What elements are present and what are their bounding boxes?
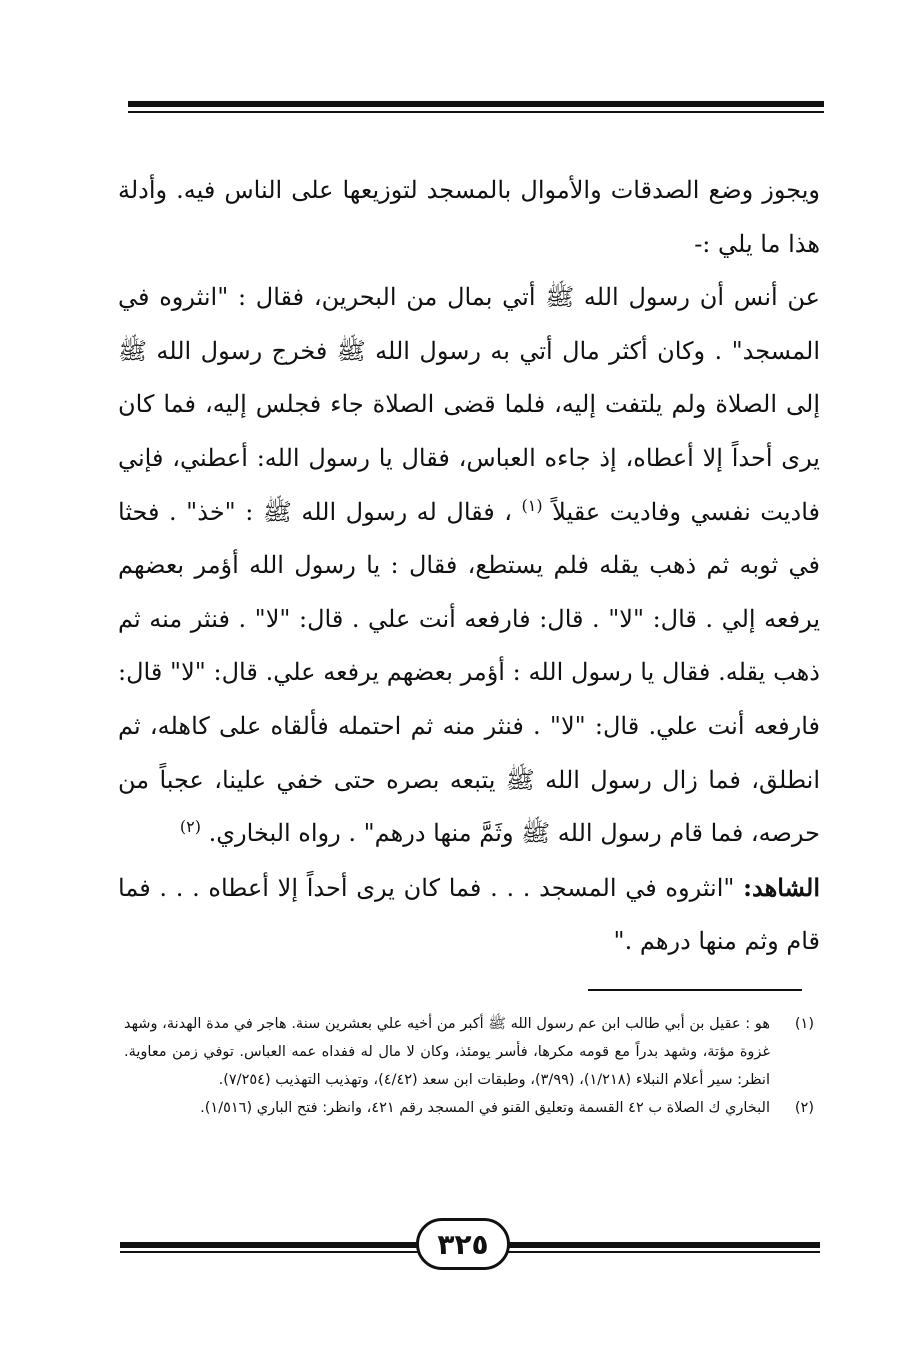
footnotes xyxy=(124,1010,814,1122)
hadith-paragraph xyxy=(118,271,820,861)
footnote-1 xyxy=(124,1010,814,1094)
hadith-text-part2: ، فقال له رسول الله ﷺ : "خذ" . فحثا في ثوبه ثم ذهب يقله فلم يستطع، فقال : يا رسول الله أؤمر بعضهم يرفعه إلي . قال: "لا" . قال: فارفعه أنت علي . قال: "لا" . فنثر منه ثم ذهب يقله. فقال يا رسول الله : أؤمر بعضهم يرفعه علي. قال: "لا" قال: فارفعه أنت علي. قال: "لا" . فنثر منه ثم احتمله فألقاه على كاهله، ثم انطلق، فما زال رسول الله ﷺ يتبعه بصره حتى خفي علينا، عجباً من حرصه، فما قام رسول الله ﷺ وثَمَّ منها درهم" . رواه البخاري. xyxy=(118,497,820,848)
footer-rule-right-thin xyxy=(508,1251,820,1253)
header-rule-thin xyxy=(128,111,824,113)
footnote-ref-2[interactable]: (٢) xyxy=(179,817,201,837)
intro-paragraph: ويجوز وضع الصدقات والأموال بالمسجد لتوزيعها على الناس فيه. وأدلة هذا ما يلي :- xyxy=(118,176,820,258)
footnote-2 xyxy=(124,1094,814,1122)
header-rule-thick xyxy=(128,101,824,107)
footer-rule-right-thick xyxy=(508,1242,820,1248)
footnote-number: (٢) xyxy=(794,1100,814,1116)
footer-rule-left-thick xyxy=(120,1242,420,1248)
main-text xyxy=(118,164,820,969)
page-number: ٣٢٥ xyxy=(416,1218,510,1270)
footnote-text: هو : عقيل بن أبي طالب ابن عم رسول الله ﷺ أكبر من أخيه علي بعشرين سنة. هاجر في مدة الهدنة، وشهد غزوة مؤتة، وشهد بدراً مع قومه مكرها، فأسر يومئذ، وكان لا مال له ففداه عمه العباس. توفي زمن معاوية. انظر: سير أعلام النبلاء (١/٢١٨)، (٣/٩٩)، وطبقات ابن سعد (٤/٤٢)، وتهذيب التهذيب (٧/٢٥٤). xyxy=(124,1016,770,1088)
footer-rule-left-thin xyxy=(120,1251,420,1253)
footnote-ref-1[interactable]: (١) xyxy=(521,495,543,515)
shahid-text: "انثروه في المسجد . . . فما كان يرى أحداً إلا أعطاه . . . فما قام وثم منها درهم ." xyxy=(118,873,820,956)
shahid-paragraph xyxy=(118,861,820,969)
footnote-text: البخاري ك الصلاة ب ٤٢ القسمة وتعليق القنو في المسجد رقم ٤٢١، وانظر: فتح الباري (١/٥١٦). xyxy=(200,1100,770,1116)
footnote-divider xyxy=(588,989,802,991)
footnote-number: (١) xyxy=(794,1016,814,1032)
shahid-label: الشاهد: xyxy=(743,872,820,902)
hadith-text-part1: عن أنس أن رسول الله ﷺ أتي بمال من البحرين، فقال : "انثروه في المسجد" . وكان أكثر مال أتي به رسول الله ﷺ فخرج رسول الله ﷺ إلى الصلاة ولم يلتفت إليه، فلما قضى الصلاة جاء فجلس إليه، فما كان يرى أحداً إلا أعطاه، إذ جاءه العباس، فقال يا رسول الله: أعطني، فإني فاديت نفسي وفاديت عقيلاً xyxy=(118,283,821,526)
